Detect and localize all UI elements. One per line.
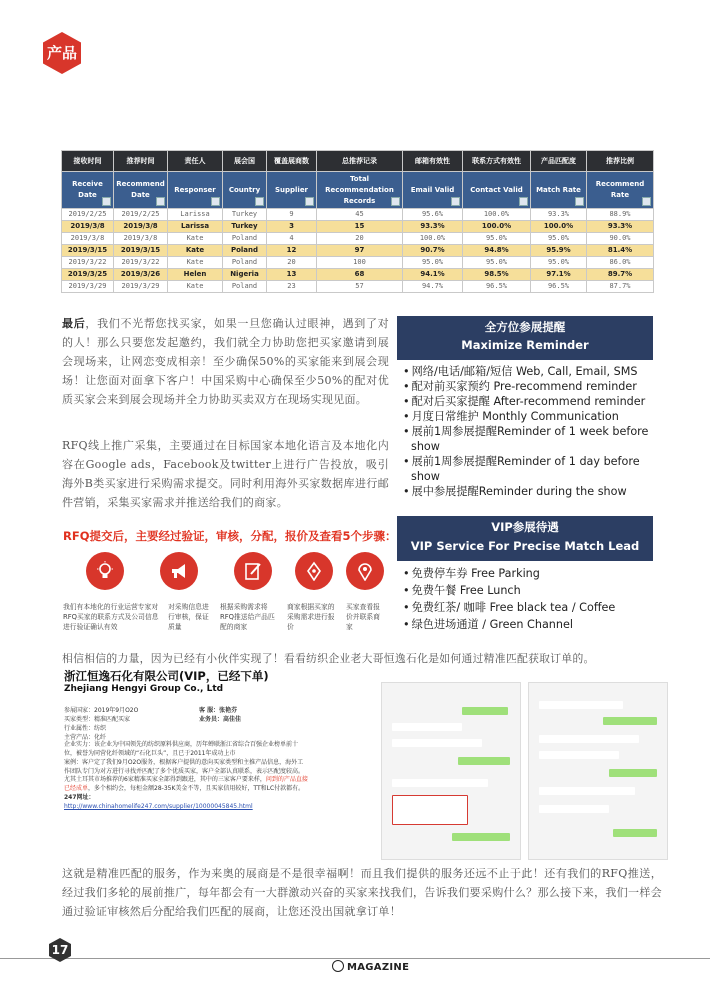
case-field: 主营产品：化纤: [64, 734, 107, 741]
table-cell: 93.3%: [587, 221, 654, 233]
table-cell: 2019/3/26: [114, 269, 168, 281]
table-cell: 86.0%: [587, 257, 654, 269]
table-cell: 93.3%: [531, 209, 587, 221]
case-highlight: 问到的产品直接已经成单: [64, 776, 308, 792]
closing-paragraph: 这就是精准匹配的服务，作为来奥的展商是不是很幸福啊！而且我们提供的服务还远不止于此！还有我们的RFQ推送，经过我们多轮的展前推广，每年都会有一大群激动兴奋的买家来找我们，告诉我们要采购什么？那么接下来，我们一样会通过验证审核然后分配给我们匹配的展商，让您还没出国就拿订单！: [62, 867, 662, 918]
maximize-reminder-panel: [397, 316, 653, 508]
col-header-en-label: Email Valid: [410, 185, 455, 194]
col-header-cn: 接收时间: [62, 151, 114, 172]
panel-title-en: Maximize Reminder: [461, 338, 589, 352]
step-text: 对采购信息进行审核，保证质量: [168, 603, 209, 631]
table-cell: 100.0%: [463, 209, 531, 221]
case-line: [64, 714, 308, 723]
chat-bubble: [392, 795, 468, 825]
panel-header: [397, 516, 653, 561]
col-header-en-label: Country: [228, 185, 261, 194]
footer-divider: [0, 958, 710, 959]
table-cell: 45: [317, 209, 403, 221]
filter-dropdown-icon[interactable]: [451, 197, 460, 206]
list-item: • 免费红茶/ 咖啡 Free black tea / Coffee: [403, 599, 653, 616]
table-cell: 98.5%: [463, 269, 531, 281]
col-header-cn: 邮箱有效性: [403, 151, 463, 172]
chat-bubble: [462, 707, 508, 715]
filter-dropdown-icon[interactable]: [391, 197, 400, 206]
col-header-cn: 联系方式有效性: [463, 151, 531, 172]
case-field: 参展国家：2019年9月O2O: [64, 707, 139, 714]
col-header-en[interactable]: [403, 172, 463, 209]
table-row: [62, 209, 654, 221]
lightbulb-icon: [86, 552, 124, 590]
vip-list: [397, 561, 653, 637]
list-item: • 展前1周参展提醒Reminder of 1 day before show: [403, 454, 653, 484]
table-cell: 2019/3/8: [62, 221, 114, 233]
intro-lead: 最后: [62, 317, 86, 330]
filter-dropdown-icon[interactable]: [519, 197, 528, 206]
col-header-en[interactable]: [317, 172, 403, 209]
table-cell: 57: [317, 281, 403, 293]
table-row: [62, 221, 654, 233]
col-header-en-label: Total Recommendation Records: [325, 174, 394, 205]
table-cell: 2019/2/25: [114, 209, 168, 221]
location-pin-icon: [346, 552, 384, 590]
col-header-en[interactable]: [531, 172, 587, 209]
vip-service-panel: [397, 516, 653, 634]
table-cell: 2019/3/25: [62, 269, 114, 281]
table-cell: 20: [317, 233, 403, 245]
megaphone-icon: [160, 552, 198, 590]
col-header-en-label: Recommend Date: [116, 180, 165, 199]
table-cell: 100.0%: [403, 233, 463, 245]
chat-bubble: [613, 829, 657, 837]
table-cell: 4: [267, 233, 317, 245]
col-header-en[interactable]: [62, 172, 114, 209]
table-cell: 2019/3/15: [62, 245, 114, 257]
table-cell: 94.1%: [403, 269, 463, 281]
table-cell: 88.9%: [587, 209, 654, 221]
table-cell: Turkey: [223, 221, 267, 233]
col-header-en[interactable]: [463, 172, 531, 209]
col-header-cn: 总推荐记录: [317, 151, 403, 172]
table-cell: Larissa: [168, 221, 223, 233]
case-field: 客 服：张艳芬: [199, 707, 238, 714]
case-field: 行业属性：纺织: [64, 725, 107, 732]
chat-bubble: [392, 739, 482, 747]
globe-icon: [332, 960, 344, 972]
page-number: 17: [51, 943, 69, 957]
filter-dropdown-icon[interactable]: [575, 197, 584, 206]
table-cell: 95.0%: [531, 233, 587, 245]
section-badge-label: 产品: [46, 44, 77, 62]
intro-paragraph: [62, 314, 389, 409]
chat-bubble: [603, 717, 657, 725]
table-cell: 2019/3/22: [114, 257, 168, 269]
table-cell: 95.9%: [531, 245, 587, 257]
list-item: • 展前1周参展提醒Reminder of 1 week before show: [403, 424, 653, 454]
table-cell: Nigeria: [223, 269, 267, 281]
case-field: 企业实力：该企业为中国领先的纺织原料供应商，历年蝉联浙江省综合百强企业榜单前十位，被誉为同营化纤领域的“石化巨头”，且已于2011年成功上市: [64, 741, 299, 757]
table-cell: 95.0%: [531, 257, 587, 269]
table-cell: Larissa: [168, 209, 223, 221]
table-cell: 87.7%: [587, 281, 654, 293]
filter-dropdown-icon[interactable]: [255, 197, 264, 206]
chat-bubble: [452, 833, 510, 841]
col-header-en[interactable]: [223, 172, 267, 209]
case-title-en: Zhejiang Hengyi Group Co., Ltd: [64, 684, 224, 694]
table-cell: 2019/3/29: [62, 281, 114, 293]
table-cell: Kate: [168, 281, 223, 293]
table-cell: 12: [267, 245, 317, 257]
table-cell: 100: [317, 257, 403, 269]
panel-header: [397, 316, 653, 360]
table-cell: Kate: [168, 245, 223, 257]
pen-nib-icon: [295, 552, 333, 590]
filter-dropdown-icon[interactable]: [102, 197, 111, 206]
table-cell: Poland: [223, 257, 267, 269]
table-cell: 3: [267, 221, 317, 233]
table-cell: 2019/3/22: [62, 257, 114, 269]
list-item: • 网络/电话/邮箱/短信 Web, Call, Email, SMS: [403, 364, 653, 379]
chat-bubble: [392, 723, 462, 731]
table-cell: 90.0%: [587, 233, 654, 245]
table-cell: Turkey: [223, 209, 267, 221]
table-cell: 94.8%: [463, 245, 531, 257]
intro-text: ，我们不光帮您找买家，如果一旦您确认过眼神，遇到了对的人！那么只要您发起邀约，我们就全力协助您把买家邀请到展会现场来，让网恋变成相亲！至少确保50%的买家能来到展会现场！让您面对面拿下客户！中国采购中心确保至少50%的配对优质买家会来到展会现场并全力协助买卖双方在现场实现见面。: [62, 317, 389, 406]
list-item: • 月度日常维护 Monthly Communication: [403, 409, 653, 424]
case-intro: 相信相信的力量，因为已经有小伙伴实现了！看看纺织企业老大哥恒逸石化是如何通过精准匹配获取订单的。: [62, 652, 595, 665]
list-item: • 展中参展提醒Reminder during the show: [403, 484, 653, 499]
chat-bubble: [539, 787, 635, 795]
table-cell: 2019/3/8: [114, 221, 168, 233]
col-header-en[interactable]: [267, 172, 317, 209]
table-cell: 23: [267, 281, 317, 293]
chat-bubble: [539, 701, 623, 709]
table-row: [62, 281, 654, 293]
table-cell: 20: [267, 257, 317, 269]
table-cell: 95.0%: [463, 233, 531, 245]
table-cell: 93.3%: [403, 221, 463, 233]
col-header-cn: 产品匹配度: [531, 151, 587, 172]
table-cell: 2019/3/8: [62, 233, 114, 245]
case-description: [64, 759, 308, 793]
table-cell: 90.7%: [403, 245, 463, 257]
chat-bubble: [609, 769, 657, 777]
panel-title-cn: 全方位参展提醒: [484, 320, 566, 334]
col-header-cn: 覆盖展商数: [267, 151, 317, 172]
table-cell: Kate: [168, 233, 223, 245]
panel-title-cn: VIP参展待遇: [491, 520, 559, 534]
col-header-en[interactable]: [168, 172, 223, 209]
list-item: • 免费停车券 Free Parking: [403, 565, 653, 582]
table-cell: 2019/3/29: [114, 281, 168, 293]
chat-bubble: [539, 751, 619, 759]
table-cell: 15: [317, 221, 403, 233]
rfq-paragraph: RFQ线上推广采集，主要通过在目标国家本地化语言及本地化内容在Google ads，Facebook及twitter上进行广告投放，吸引海外B类买家进行采购需求提交。同时利用海外买家数据库进行邮件营销，采集买家需求并推送给我们的商家。: [62, 439, 389, 509]
table-cell: Kate: [168, 257, 223, 269]
col-header-cn: 推荐比例: [587, 151, 654, 172]
col-header-en[interactable]: [587, 172, 654, 209]
col-header-en-label: Contact Valid: [470, 185, 523, 194]
table-cell: 94.7%: [403, 281, 463, 293]
col-header-cn: 推荐时间: [114, 151, 168, 172]
table-cell: Helen: [168, 269, 223, 281]
table-header-en: [62, 172, 654, 209]
supplier-link[interactable]: http://www.chinahomelife247.com/supplier/10000045845.html: [64, 803, 253, 810]
table-cell: 96.5%: [463, 281, 531, 293]
case-text: 案例：客户定了我们9月O2O服务，根据客户提供的意向买家类型和主推产品信息，海外工作团队专门为对方进行寻找并匹配了多个优质买家，客户全部认真联系，表示匹配度较高。尤其土耳其市场推荐的6家精准买家全部得到跟进，其中的三家客户要来样，: [64, 759, 305, 783]
col-header-en[interactable]: [114, 172, 168, 209]
table-row: [62, 233, 654, 245]
table-cell: 96.5%: [531, 281, 587, 293]
table-cell: 2019/3/15: [114, 245, 168, 257]
table-header-cn: [62, 151, 654, 172]
step-text: 商家根据买家的采购需求进行报价: [287, 603, 335, 631]
reminder-list: [397, 360, 653, 503]
steps-title: RFQ提交后，主要经过验证，审核，分配，报价及查看5个步骤：: [63, 529, 397, 543]
col-header-cn: 展会国: [223, 151, 267, 172]
table-cell: 89.7%: [587, 269, 654, 281]
chat-screenshot: [528, 682, 668, 860]
chat-screenshot: [381, 682, 521, 860]
table-cell: Poland: [223, 281, 267, 293]
table-row: [62, 245, 654, 257]
chat-bubble: [458, 757, 510, 765]
table-cell: 100.0%: [531, 221, 587, 233]
magazine-logo: [332, 960, 409, 973]
col-header-en-label: Supplier: [274, 185, 309, 194]
col-header-en-label: Receive Date: [72, 180, 103, 199]
table-cell: 95.0%: [463, 257, 531, 269]
step-text: 根据采购需求将RFQ推送给产品匹配的商家: [220, 603, 275, 631]
table-cell: 81.4%: [587, 245, 654, 257]
chat-bubble: [539, 805, 609, 813]
filter-dropdown-icon[interactable]: [156, 197, 165, 206]
table-cell: 95.6%: [403, 209, 463, 221]
table-row: [62, 257, 654, 269]
table-cell: 2019/2/25: [62, 209, 114, 221]
case-field: 业务员：高佳佳: [199, 716, 242, 723]
table-cell: 68: [317, 269, 403, 281]
table-row: [62, 269, 654, 281]
filter-dropdown-icon[interactable]: [305, 197, 314, 206]
table-cell: Poland: [223, 245, 267, 257]
table-cell: 97: [317, 245, 403, 257]
section-badge: [40, 31, 84, 75]
filter-dropdown-icon[interactable]: [642, 197, 651, 206]
col-header-cn: 责任人: [168, 151, 223, 172]
filter-dropdown-icon[interactable]: [211, 197, 220, 206]
table-cell: 95.0%: [403, 257, 463, 269]
table-cell: Poland: [223, 233, 267, 245]
document-edit-icon: [234, 552, 272, 590]
page-number-badge: [47, 937, 73, 963]
case-study-card: [64, 669, 308, 865]
table-cell: 2019/3/8: [114, 233, 168, 245]
list-item: • 配对后买家提醒 After-recommend reminder: [403, 394, 653, 409]
table-cell: 9: [267, 209, 317, 221]
panel-title-en: VIP Service For Precise Match Lead: [410, 539, 640, 553]
recommendation-table: [61, 150, 654, 293]
chat-bubble: [539, 735, 639, 743]
list-item: • 免费午餐 Free Lunch: [403, 582, 653, 599]
col-header-en-label: Recommend Rate: [595, 180, 645, 199]
magazine-label: MAGAZINE: [347, 962, 410, 973]
table-cell: 97.1%: [531, 269, 587, 281]
step-text: 买家查看报价并联系商家: [346, 603, 380, 631]
col-header-en-label: Responser: [174, 185, 216, 194]
case-field: 247网址：: [64, 794, 95, 801]
list-item: • 绿色进场通道 / Green Channel: [403, 616, 653, 633]
case-line: [64, 705, 308, 714]
table-cell: 13: [267, 269, 317, 281]
list-item: • 配对前买家预约 Pre-recommend reminder: [403, 379, 653, 394]
case-text: ，多个相约会，每柜金额28-35K美金不等，且买家信用较好，TT和LC付款都有。: [88, 784, 305, 792]
step-text: 我们有本地化的行业运营专家对RFQ买家的联系方式及公司信息进行验证确认有效: [63, 603, 159, 631]
col-header-en-label: Match Rate: [536, 185, 581, 194]
chat-bubble: [392, 779, 488, 787]
case-field: 买家类型：精准匹配买家: [64, 716, 131, 723]
table-cell: 100.0%: [463, 221, 531, 233]
table-body: [62, 209, 654, 293]
case-title-cn: 浙江恒逸石化有限公司(VIP，已经下单): [64, 669, 269, 683]
